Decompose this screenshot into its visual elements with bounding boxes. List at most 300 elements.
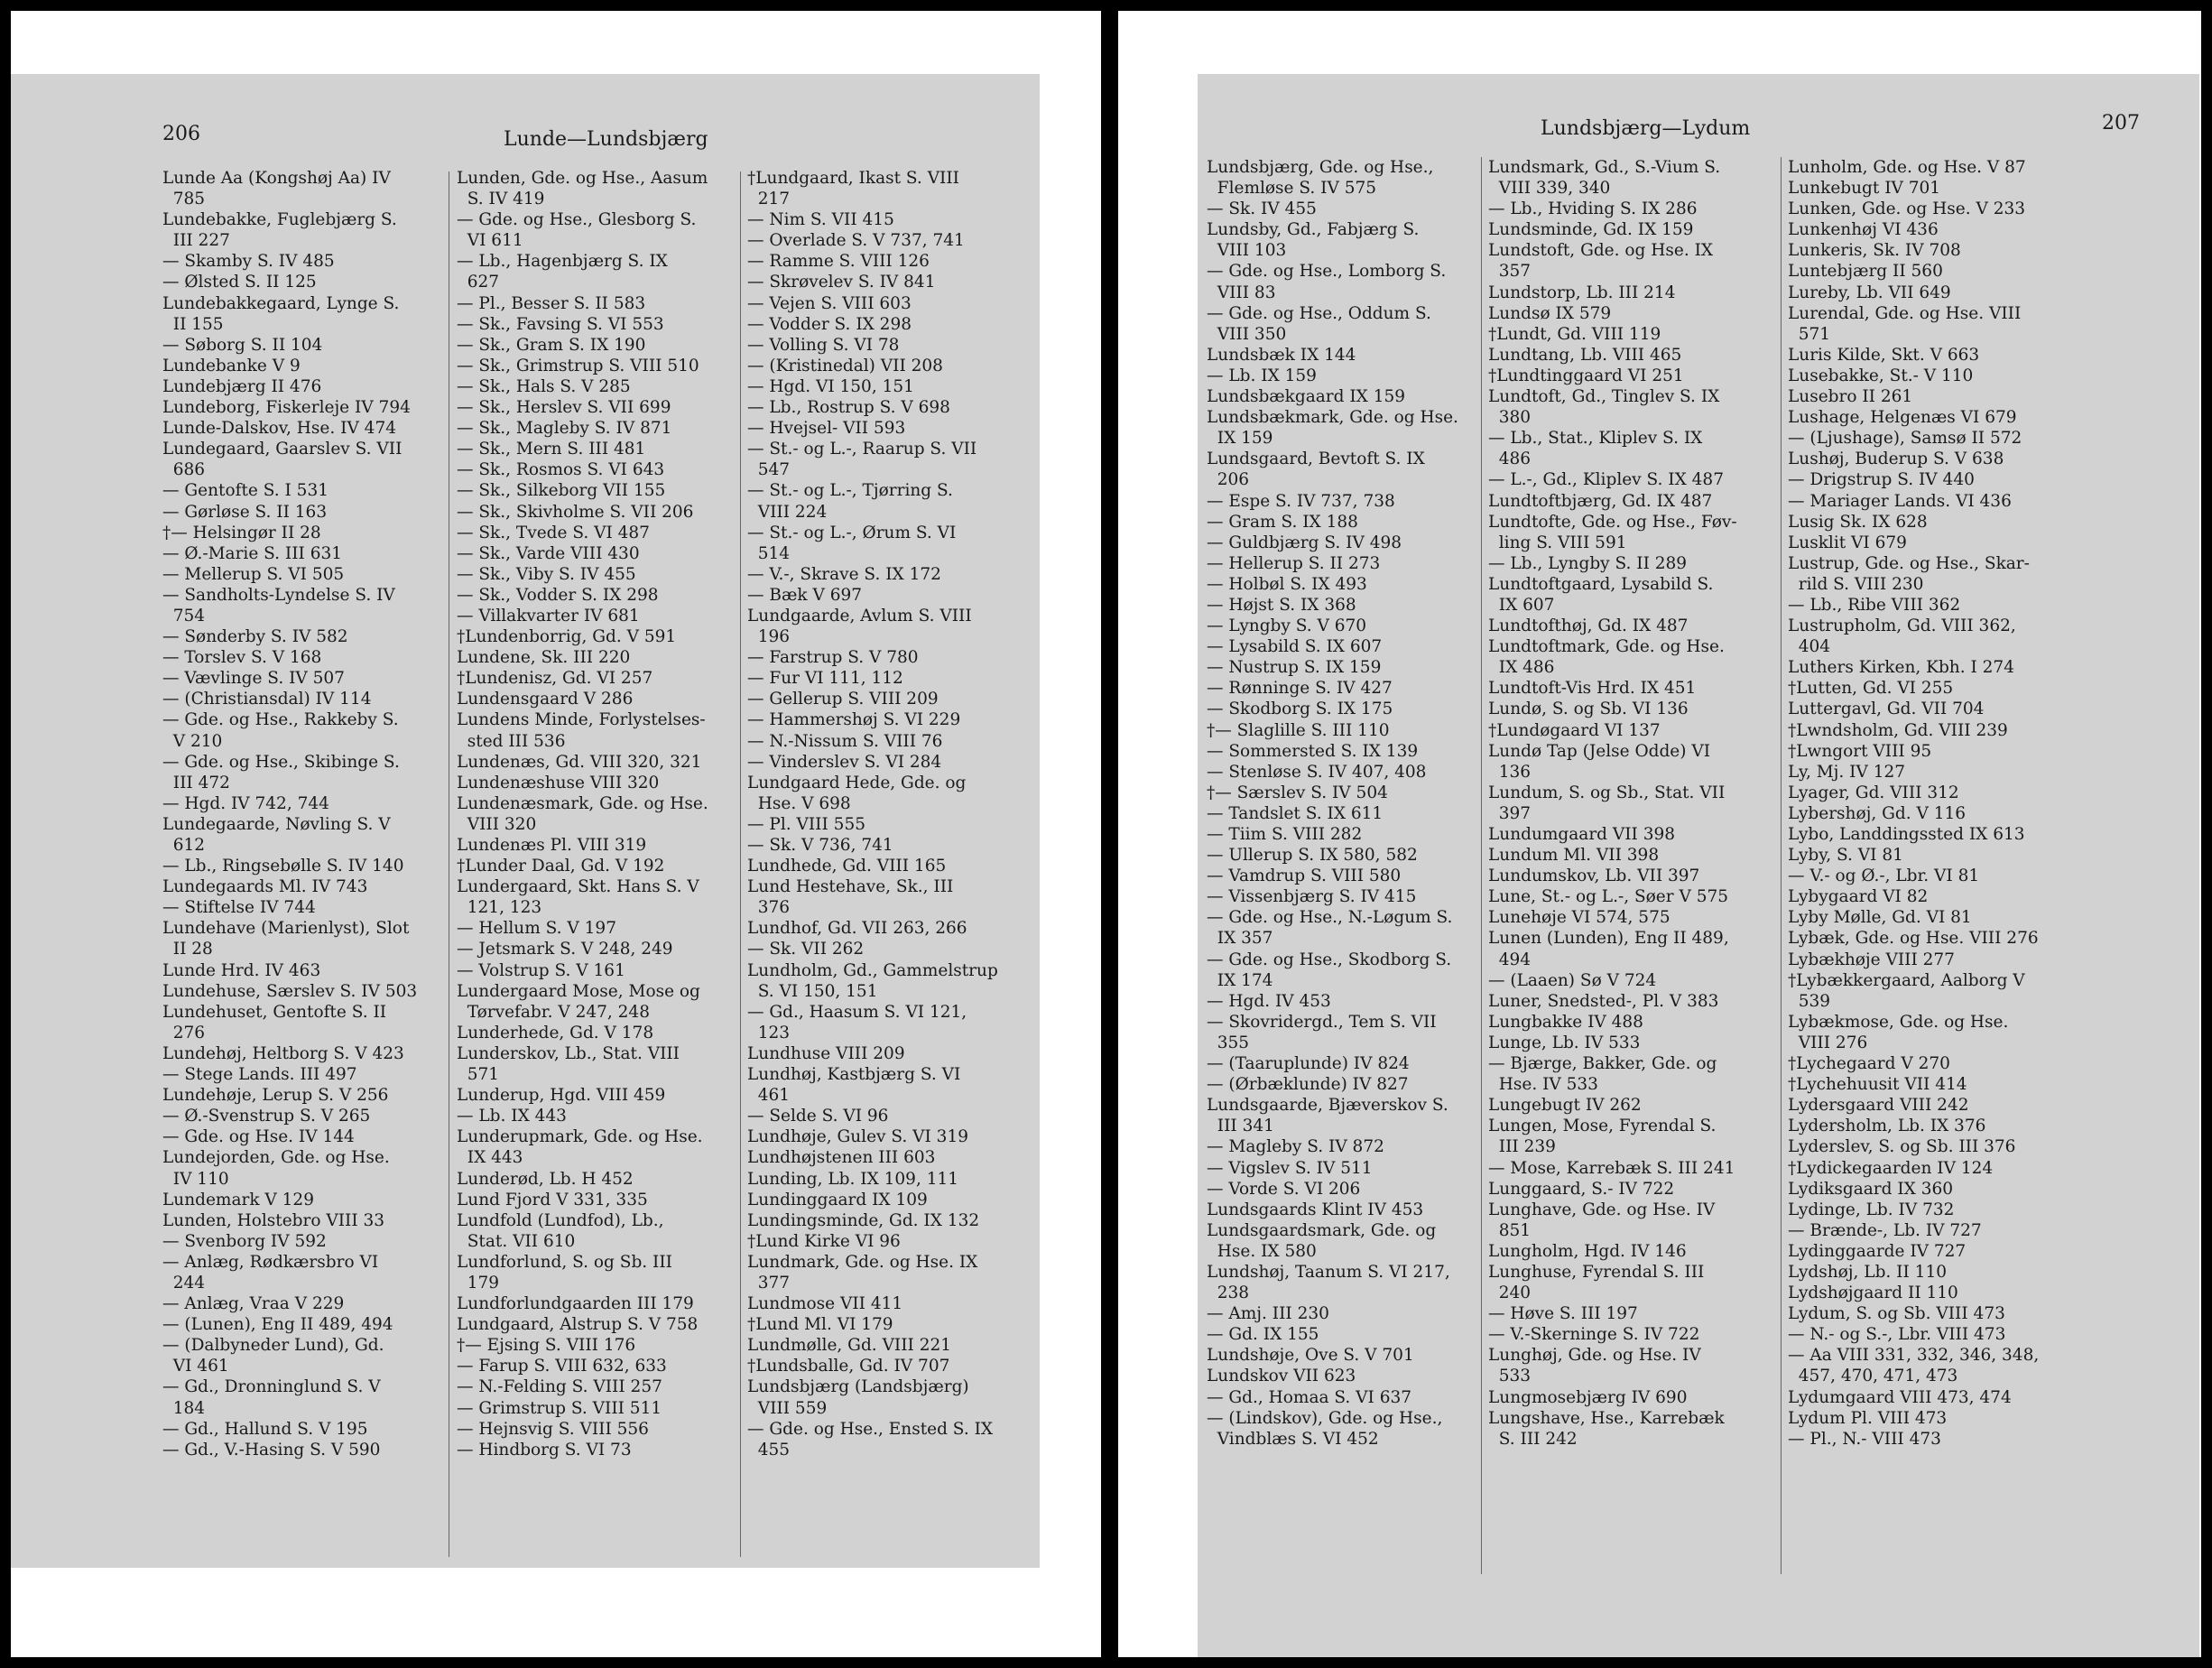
index-entry: Lundmose VII 411 <box>747 1294 903 1314</box>
index-entry: Luris Kilde, Skt. V 663 <box>1788 345 1980 365</box>
index-entry: Lundtang, Lb. VIII 465 <box>1488 345 1682 365</box>
index-entry: Lundhøjstenen III 603 <box>747 1148 936 1168</box>
index-entry: — Ullerup S. IX 580, 582 <box>1207 846 1418 866</box>
index-entry: Lundgaarde, Avlum S. VIII <box>747 606 972 626</box>
index-entry: Lushage, Helgenæs VI 679 <box>1788 408 2017 428</box>
index-entry: Lydersholm, Lb. IX 376 <box>1788 1117 1986 1136</box>
index-entry: — Amj. III 230 <box>1207 1304 1329 1324</box>
index-entry: 547 <box>747 460 791 480</box>
right-page-header: Lundsbjærg—Lydum <box>1541 117 1751 140</box>
index-entry: — Sk., Skivholme S. VII 206 <box>457 502 694 522</box>
index-entry: — Sandholts-Lyndelse S. IV <box>162 585 395 605</box>
index-entry: Lydum, S. og Sb. VIII 473 <box>1788 1304 2005 1324</box>
index-entry: — Skovridergd., Tem S. VII <box>1207 1012 1437 1032</box>
index-entry: — Ø.-Marie S. III 631 <box>162 543 343 563</box>
index-entry: — St.- og L.-, Tjørring S. <box>747 481 953 501</box>
index-entry: — Anlæg, Vraa V 229 <box>162 1294 345 1314</box>
index-entry: IX 607 <box>1488 595 1555 615</box>
index-entry: 571 <box>1788 324 1831 344</box>
index-entry: VIII 224 <box>747 502 828 522</box>
index-entry: Lundehuset, Gentofte S. II <box>162 1002 387 1022</box>
index-entry: — V.-Skerninge S. IV 722 <box>1488 1325 1700 1345</box>
index-entry: VIII 83 <box>1207 283 1276 302</box>
index-entry: Lyager, Gd. VIII 312 <box>1788 783 1959 802</box>
index-entry: — Mellerup S. VI 505 <box>162 564 345 584</box>
index-entry: — Overlade S. V 737, 741 <box>747 231 965 251</box>
index-entry: 486 <box>1488 449 1532 469</box>
right-page <box>1198 74 2199 1657</box>
index-entry: 244 <box>162 1273 206 1293</box>
index-entry: — Tandslet S. IX 611 <box>1207 803 1384 823</box>
index-entry: — Gd., Haasum S. VI 121, <box>747 1002 967 1022</box>
index-entry: — Pl., N.- VIII 473 <box>1788 1429 1941 1449</box>
left-page <box>11 74 1040 1568</box>
index-entry: — Hindborg S. VI 73 <box>457 1440 632 1460</box>
index-entry: Lybershøj, Gd. V 116 <box>1788 803 1967 823</box>
index-entry: Hse. V 698 <box>747 793 851 813</box>
index-entry: — Nustrup S. IX 159 <box>1207 658 1382 678</box>
index-entry: Lundejorden, Gde. og Hse. <box>162 1148 390 1168</box>
column-divider <box>1781 157 1782 1574</box>
index-entry: Lundhøje, Gulev S. VI 319 <box>747 1127 968 1147</box>
index-entry: sted III 536 <box>457 731 566 751</box>
index-entry: Lundsbækgaard IX 159 <box>1207 387 1406 407</box>
index-entry: †Lund Ml. VI 179 <box>747 1315 893 1335</box>
index-entry: Lunden, Gde. og Hse., Aasum <box>457 169 708 188</box>
index-entry: Lydersgaard VIII 242 <box>1788 1096 1969 1116</box>
index-entry: — Gd., V.-Hasing S. V 590 <box>162 1440 381 1460</box>
index-entry: — Hammershøj S. VI 229 <box>747 710 961 730</box>
index-entry: — Sk., Mern S. III 481 <box>457 440 646 459</box>
index-entry: — Sk., Favsing S. VI 553 <box>457 314 664 334</box>
index-entry: Lundsby, Gd., Fabjærg S. <box>1207 220 1420 240</box>
index-entry: S. III 242 <box>1488 1429 1578 1449</box>
index-entry: — Sk., Vodder S. IX 298 <box>457 585 659 605</box>
index-entry: Lundskov VII 623 <box>1207 1367 1356 1386</box>
index-entry: Lundtoftmark, Gde. og Hse. <box>1488 637 1725 657</box>
index-entry: II 28 <box>162 940 213 959</box>
index-entry: — Vejen S. VIII 603 <box>747 293 912 313</box>
index-entry: Lundtofte, Gde. og Hse., Føv- <box>1488 512 1737 532</box>
index-entry: 514 <box>747 543 791 563</box>
index-entry: Lunghave, Gde. og Hse. IV <box>1488 1200 1716 1219</box>
index-entry: Lundebakke, Fuglebjærg S. <box>162 210 397 230</box>
left-page-panel <box>11 11 1101 1657</box>
index-entry: Lundergaard Mose, Mose og <box>457 981 700 1001</box>
index-entry: Lundø Tap (Jelse Odde) VI <box>1488 741 1711 761</box>
index-entry: — Tiim S. VIII 282 <box>1207 825 1363 844</box>
index-entry: VIII 350 <box>1207 324 1287 344</box>
index-entry: Lunderup, Hgd. VIII 459 <box>457 1086 666 1106</box>
index-entry: — Gde. og Hse., Skodborg S. <box>1207 950 1452 969</box>
index-entry: Lundstorp, Lb. III 214 <box>1488 283 1676 302</box>
index-entry: — L.-, Gd., Kliplev S. IX 487 <box>1488 470 1724 490</box>
index-entry: Lund Fjord V 331, 335 <box>457 1190 648 1209</box>
index-entry: — Gde. og Hse., Glesborg S. <box>457 210 697 230</box>
index-entry: †Lybækkergaard, Aalborg V <box>1788 970 2025 990</box>
index-entry: Lydumgaard VIII 473, 474 <box>1788 1387 2012 1407</box>
index-entry: Luthers Kirken, Kbh. I 274 <box>1788 658 2014 678</box>
index-entry: 238 <box>1207 1283 1250 1303</box>
index-entry: Hse. IX 580 <box>1207 1241 1317 1261</box>
index-entry: — Vissenbjærg S. IV 415 <box>1207 887 1417 907</box>
index-entry: — Lysabild S. IX 607 <box>1207 637 1383 657</box>
index-entry: — Lb., Rostrup S. V 698 <box>747 398 950 418</box>
index-entry: Lund Hestehave, Sk., III <box>747 877 954 897</box>
index-entry: Lundenæshuse VIII 320 <box>457 773 660 792</box>
index-entry: VIII 103 <box>1207 241 1287 261</box>
index-entry: Vindblæs S. VI 452 <box>1207 1429 1379 1449</box>
index-entry: Lundtofthøj, Gd. IX 487 <box>1488 616 1689 636</box>
index-entry: IX 443 <box>457 1148 523 1168</box>
index-entry: Lundinggaard IX 109 <box>747 1190 928 1209</box>
index-entry: 397 <box>1488 803 1532 823</box>
index-entry: — Drigstrup S. IV 440 <box>1788 470 1975 490</box>
index-entry: Lundergaard, Skt. Hans S. V <box>457 877 699 897</box>
index-entry: Lundsgaarde, Bjæverskov S. <box>1207 1096 1448 1116</box>
index-entry: Lunge, Lb. IV 533 <box>1488 1033 1641 1052</box>
index-entry: †Lwndsholm, Gd. VIII 239 <box>1788 720 2008 740</box>
index-entry: Lydinge, Lb. IV 732 <box>1788 1200 1955 1219</box>
index-entry: Lunehøje VI 574, 575 <box>1488 908 1671 928</box>
index-column-3 <box>1788 157 2039 1450</box>
index-entry: Lundsminde, Gd. IX 159 <box>1488 220 1694 240</box>
index-entry: II 155 <box>162 314 224 334</box>
index-entry: 184 <box>162 1398 206 1418</box>
index-entry: 533 <box>1488 1367 1532 1386</box>
index-entry: Luntebjærg II 560 <box>1788 262 1943 282</box>
index-entry: Lusklit VI 679 <box>1788 533 1907 552</box>
index-entry: — Lb., Stat., Kliplev S. IX <box>1488 429 1703 449</box>
index-entry: Lundsgaardsmark, Gde. og <box>1207 1220 1437 1240</box>
index-entry: Lunde-Dalskov, Hse. IV 474 <box>162 419 396 439</box>
index-entry: — Magleby S. IV 872 <box>1207 1137 1384 1157</box>
index-entry: Lydum Pl. VIII 473 <box>1788 1408 1948 1428</box>
index-entry: 196 <box>747 627 791 647</box>
index-entry: Lundens Minde, Forlystelses- <box>457 710 706 730</box>
index-entry: Lundebakkegaard, Lynge S. <box>162 293 400 313</box>
index-entry: 686 <box>162 460 206 480</box>
index-entry: III 472 <box>162 773 230 792</box>
index-entry: Lundtoft-Vis Hrd. IX 451 <box>1488 679 1697 699</box>
index-entry: — N.-Nissum S. VIII 76 <box>747 731 943 751</box>
index-entry: 355 <box>1207 1033 1250 1052</box>
index-entry: Lundfold (Lundfod), Lb., <box>457 1210 664 1230</box>
index-entry: Hse. IV 533 <box>1488 1075 1598 1095</box>
index-entry: †Lundøgaard VI 137 <box>1488 720 1661 740</box>
index-entry: †Lwngort VIII 95 <box>1788 741 1932 761</box>
index-entry: — Brænde-, Lb. IV 727 <box>1788 1220 1982 1240</box>
index-entry: Lusebakke, St.- V 110 <box>1788 366 1974 385</box>
index-column-2 <box>1488 157 1737 1450</box>
index-column-1 <box>1207 157 1458 1450</box>
index-entry: Lundsø IX 579 <box>1488 303 1612 323</box>
index-entry: — Rønninge S. IV 427 <box>1207 679 1393 699</box>
index-entry: — Stiftelse IV 744 <box>162 898 316 918</box>
index-entry: — Guldbjærg S. IV 498 <box>1207 533 1402 552</box>
index-entry: Luner, Snedsted-, Pl. V 383 <box>1488 991 1719 1011</box>
index-entry: †Lunder Daal, Gd. V 192 <box>457 857 665 876</box>
index-entry: — Lyngby S. V 670 <box>1207 616 1367 636</box>
index-entry: Lundensgaard V 286 <box>457 690 634 709</box>
index-entry: Lybæk, Gde. og Hse. VIII 276 <box>1788 929 2039 949</box>
index-entry: †Lydickegaarden IV 124 <box>1788 1158 1994 1178</box>
index-entry: Lungholm, Hgd. IV 146 <box>1488 1241 1687 1261</box>
index-entry: — Sk., Hals S. V 285 <box>457 376 631 396</box>
index-entry: Lunderhede, Gd. V 178 <box>457 1023 654 1042</box>
index-entry: — Sommersted S. IX 139 <box>1207 741 1419 761</box>
index-entry: Lundehøj, Heltborg S. V 423 <box>162 1043 404 1063</box>
index-entry: Lyby, S. VI 81 <box>1788 846 1903 866</box>
index-entry: — Pl. VIII 555 <box>747 814 865 834</box>
index-entry: — Sk., Gram S. IX 190 <box>457 335 646 355</box>
index-entry: — Lb., Ringsebølle S. IV 140 <box>162 857 404 876</box>
index-entry: — Sk., Varde VIII 430 <box>457 543 640 563</box>
index-entry: Lundhøj, Kastbjærg S. VI <box>747 1065 961 1085</box>
index-entry: — Farstrup S. V 780 <box>747 648 919 668</box>
index-entry: †Lundgaard, Ikast S. VIII <box>747 169 959 188</box>
index-entry: S. IV 419 <box>457 190 545 209</box>
index-entry: — Vigslev S. IV 511 <box>1207 1158 1373 1178</box>
index-entry: Lunderød, Lb. H 452 <box>457 1169 634 1189</box>
index-entry: †— Ejsing S. VIII 176 <box>457 1336 636 1356</box>
index-entry: Lundforlundgaarden III 179 <box>457 1294 694 1314</box>
index-entry: Lunding, Lb. IX 109, 111 <box>747 1169 959 1189</box>
index-column-3 <box>747 168 998 1460</box>
right-page-panel <box>1118 11 2201 1657</box>
index-entry: Lundebjærg II 476 <box>162 376 322 396</box>
index-entry: — N.- og S.-, Lbr. VIII 473 <box>1788 1325 2006 1345</box>
index-entry: — V.-, Skrave S. IX 172 <box>747 564 941 584</box>
index-entry: Lungmosebjærg IV 690 <box>1488 1387 1688 1407</box>
index-entry: Lunde Aa (Kongshøj Aa) IV <box>162 169 391 188</box>
index-entry: — Hgd. VI 150, 151 <box>747 376 914 396</box>
index-entry: Lyby Mølle, Gd. VI 81 <box>1788 908 1972 928</box>
index-entry: — Sk., Tvede S. VI 487 <box>457 523 650 542</box>
index-entry: — Sønderby S. IV 582 <box>162 627 348 647</box>
index-entry: — Lb. IX 443 <box>457 1107 567 1126</box>
index-entry: — Vodder S. IX 298 <box>747 314 912 334</box>
index-entry: 494 <box>1488 950 1532 969</box>
index-entry: 121, 123 <box>457 898 542 918</box>
index-entry: — Hvejsel- VII 593 <box>747 419 906 439</box>
index-entry: Lundtoft, Gd., Tinglev S. IX <box>1488 387 1720 407</box>
index-entry: Lungshave, Hse., Karrebæk <box>1488 1408 1725 1428</box>
index-entry: 404 <box>1788 637 1831 657</box>
index-entry: Lunderskov, Lb., Stat. VIII <box>457 1043 680 1063</box>
index-entry: †Lundtinggaard VI 251 <box>1488 366 1684 385</box>
index-entry: Lundgaard, Alstrup S. V 758 <box>457 1315 699 1335</box>
index-entry: — Sk., Grimstrup S. VIII 510 <box>457 356 699 375</box>
index-entry: — V.- og Ø.-, Lbr. VI 81 <box>1788 866 1980 886</box>
index-entry: — Villakvarter IV 681 <box>457 606 640 626</box>
index-entry: Lune, St.- og L.-, Søer V 575 <box>1488 887 1729 907</box>
index-entry: Lundhede, Gd. VIII 165 <box>747 857 947 876</box>
index-entry: Lurendal, Gde. og Hse. VIII <box>1788 303 2022 323</box>
index-entry: — Gde. og Hse., Lomborg S. <box>1207 262 1447 282</box>
index-entry: — Vinderslev S. VI 284 <box>747 752 942 772</box>
index-entry: — Gd., Homaa S. VI 637 <box>1207 1387 1412 1407</box>
index-entry: Lundene, Sk. III 220 <box>457 648 631 668</box>
index-entry: Lybækmose, Gde. og Hse. <box>1788 1012 2009 1032</box>
index-entry: Lundshøje, Ove S. V 701 <box>1207 1346 1414 1366</box>
index-entry: — Vamdrup S. VIII 580 <box>1207 866 1402 886</box>
index-entry: — N.-Felding S. VIII 257 <box>457 1377 662 1397</box>
index-entry: Lunholm, Gde. og Hse. V 87 <box>1788 158 2026 177</box>
index-entry: — Gellerup S. VIII 209 <box>747 690 939 709</box>
index-entry: — Gde. og Hse., Rakkeby S. <box>162 710 399 730</box>
index-entry: 206 <box>1207 470 1250 490</box>
index-entry: †Lund Kirke VI 96 <box>747 1231 901 1251</box>
index-entry: — Sk., Magleby S. IV 871 <box>457 419 672 439</box>
index-entry: — (Kristinedal) VII 208 <box>747 356 943 375</box>
index-entry: Lydinggaarde IV 727 <box>1788 1241 1967 1261</box>
index-entry: 539 <box>1788 991 1831 1011</box>
index-entry: — Hgd. IV 453 <box>1207 991 1331 1011</box>
column-divider <box>740 171 741 1557</box>
index-entry: Lunghuse, Fyrendal S. III <box>1488 1262 1705 1282</box>
index-entry: VIII 276 <box>1788 1033 1868 1052</box>
index-entry: — Hellum S. V 197 <box>457 919 616 939</box>
index-entry: Lundhuse VIII 209 <box>747 1043 905 1063</box>
index-entry: 376 <box>747 898 791 918</box>
index-entry: — (Christiansdal) IV 114 <box>162 690 372 709</box>
index-entry: — Pl., Besser S. II 583 <box>457 293 646 313</box>
index-entry: 357 <box>1488 262 1532 282</box>
index-entry: — St.- og L.-, Raarup S. VII <box>747 440 977 459</box>
index-entry: Lungen, Mose, Fyrendal S. <box>1488 1117 1717 1136</box>
index-entry: — Søborg S. II 104 <box>162 335 323 355</box>
index-entry: — Nim S. VII 415 <box>747 210 894 230</box>
index-entry: 217 <box>747 190 791 209</box>
index-entry: — Skrøvelev S. IV 841 <box>747 273 936 292</box>
index-entry: 276 <box>162 1023 206 1042</box>
index-entry: — Gde. og Hse., Oddum S. <box>1207 303 1431 323</box>
index-entry: — (Lunen), Eng II 489, 494 <box>162 1315 393 1335</box>
index-entry: 240 <box>1488 1283 1532 1303</box>
index-entry: — Sk. VII 262 <box>747 940 865 959</box>
index-entry: Lybækhøje VIII 277 <box>1788 950 1955 969</box>
index-entry: Lundehuse, Særslev S. IV 503 <box>162 981 418 1001</box>
index-entry: 851 <box>1488 1220 1532 1240</box>
index-entry: III 341 <box>1207 1117 1274 1136</box>
index-entry: Lunderupmark, Gde. og Hse. <box>457 1127 703 1147</box>
index-entry: Lunkebugt IV 701 <box>1788 179 1941 199</box>
index-entry: †— Særslev S. IV 504 <box>1207 783 1388 802</box>
index-entry: Lustrupholm, Gd. VIII 362, <box>1788 616 2016 636</box>
index-entry: Lundumgaard VII 398 <box>1488 825 1676 844</box>
index-entry: — Sk., Silkeborg VII 155 <box>457 481 666 501</box>
index-column-1 <box>162 168 417 1460</box>
index-entry: — Anlæg, Rødkærsbro VI <box>162 1252 379 1272</box>
index-entry: — Gentofte S. I 531 <box>162 481 329 501</box>
index-entry: Lundumskov, Lb. VII 397 <box>1488 866 1700 886</box>
index-entry: — Holbøl S. IX 493 <box>1207 574 1367 594</box>
index-entry: IX 159 <box>1207 429 1273 449</box>
index-entry: †Lundenisz, Gd. VI 257 <box>457 669 653 689</box>
index-entry: 380 <box>1488 408 1532 428</box>
index-entry: — Vorde S. VI 206 <box>1207 1179 1361 1199</box>
index-entry: — Gde. og Hse. IV 144 <box>162 1127 355 1147</box>
index-entry: — Aa VIII 331, 332, 346, 348, <box>1788 1346 2040 1366</box>
index-entry: — (Lindskov), Gde. og Hse., <box>1207 1408 1443 1428</box>
index-entry: 461 <box>747 1086 791 1106</box>
index-entry: Lunghøj, Gde. og Hse. IV <box>1488 1346 1701 1366</box>
index-entry: 457, 470, 471, 473 <box>1788 1367 1958 1386</box>
index-entry: — Hejnsvig S. VIII 556 <box>457 1419 649 1439</box>
index-entry: Lydshøj, Lb. II 110 <box>1788 1262 1947 1282</box>
index-entry: — Ø.-Svenstrup S. V 265 <box>162 1107 371 1126</box>
index-entry: — Sk. V 736, 741 <box>747 836 893 855</box>
index-entry: 123 <box>747 1023 791 1042</box>
index-entry: — Sk., Herslev S. VII 699 <box>457 398 671 418</box>
index-entry: Lybo, Landdingssted IX 613 <box>1788 825 2025 844</box>
index-entry: — Bæk V 697 <box>747 585 863 605</box>
index-entry: Lureby, Lb. VII 649 <box>1788 283 1951 302</box>
index-entry: Lundum Ml. VII 398 <box>1488 846 1660 866</box>
index-entry: Lundenæs, Gd. VIII 320, 321 <box>457 752 702 772</box>
index-entry: Lundenæsmark, Gde. og Hse. <box>457 793 708 813</box>
index-entry: IX 174 <box>1207 970 1273 990</box>
index-entry: Lunkenhøj VI 436 <box>1788 220 1939 240</box>
index-entry: Lungebugt IV 262 <box>1488 1096 1642 1116</box>
index-entry: Lusig Sk. IX 628 <box>1788 512 1928 532</box>
index-entry: IV 110 <box>162 1169 229 1189</box>
index-entry: Lybygaard VI 82 <box>1788 887 1929 907</box>
index-entry: — Hgd. IV 742, 744 <box>162 793 329 813</box>
index-entry: — St.- og L.-, Ørum S. VI <box>747 523 957 542</box>
index-entry: — Bjærge, Bakker, Gde. og <box>1488 1054 1717 1074</box>
index-entry: VIII 559 <box>747 1398 828 1418</box>
index-entry: Stat. VII 610 <box>457 1231 576 1251</box>
index-entry: Flemløse S. IV 575 <box>1207 179 1377 199</box>
index-entry: Lydshøjgaard II 110 <box>1788 1283 1958 1303</box>
index-entry: Lundegaards Ml. IV 743 <box>162 877 368 897</box>
index-entry: 785 <box>162 190 206 209</box>
index-entry: — Gde. og Hse., N.-Løgum S. <box>1207 908 1453 928</box>
index-entry: V 210 <box>162 731 223 751</box>
index-entry: — Gd., Hallund S. V 195 <box>162 1419 368 1439</box>
index-entry: Lydiksgaard IX 360 <box>1788 1179 1954 1199</box>
index-entry: †Lundt, Gd. VIII 119 <box>1488 324 1661 344</box>
index-entry: ling S. VIII 591 <box>1488 533 1627 552</box>
index-entry: Lunken, Gde. og Hse. V 233 <box>1788 199 2026 219</box>
index-entry: Lundgaard Hede, Gde. og <box>747 773 967 792</box>
index-entry: — Volstrup S. V 161 <box>457 960 625 980</box>
index-entry: — (Laaen) Sø V 724 <box>1488 970 1657 990</box>
index-entry: IX 486 <box>1488 658 1555 678</box>
index-entry: †Lutten, Gd. VI 255 <box>1788 679 1954 699</box>
index-entry: †— Slaglille S. III 110 <box>1207 720 1390 740</box>
index-entry: Lundegaarde, Nøvling S. V <box>162 814 391 834</box>
index-entry: Lyderslev, S. og Sb. III 376 <box>1788 1137 2016 1157</box>
index-entry: VIII 320 <box>457 814 537 834</box>
index-entry: — Gd. IX 155 <box>1207 1325 1319 1345</box>
index-entry: — (Dalbyneder Lund), Gd. <box>162 1336 384 1356</box>
left-page-header: Lunde—Lundsbjærg <box>504 128 708 151</box>
index-entry: — Høve S. III 197 <box>1488 1304 1638 1324</box>
index-entry: Lundsbækmark, Gde. og Hse. <box>1207 408 1458 428</box>
index-entry: — Svenborg IV 592 <box>162 1231 327 1251</box>
index-entry: Lundmølle, Gd. VIII 221 <box>747 1336 952 1356</box>
index-entry: — Grimstrup S. VIII 511 <box>457 1398 662 1418</box>
index-entry: — Skamby S. IV 485 <box>162 252 335 272</box>
index-entry: — Vævlinge S. IV 507 <box>162 669 345 689</box>
index-entry: 136 <box>1488 762 1532 782</box>
index-entry: — Gde. og Hse., Ensted S. IX <box>747 1419 994 1439</box>
index-entry: — Espe S. IV 737, 738 <box>1207 491 1395 511</box>
index-entry: Lunkeris, Sk. IV 708 <box>1788 241 1961 261</box>
